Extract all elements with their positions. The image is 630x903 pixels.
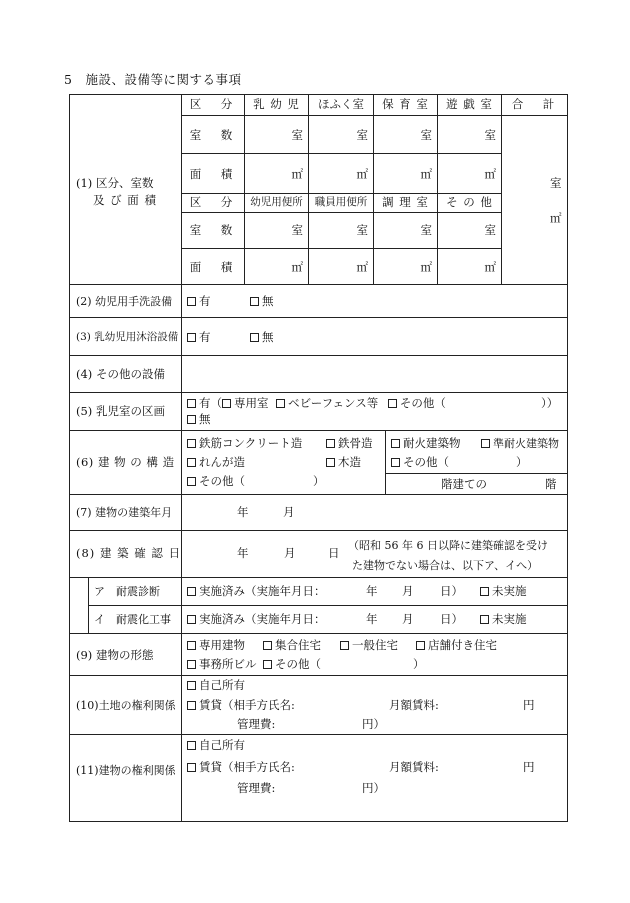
- checkbox[interactable]: [187, 587, 196, 596]
- row6-floors-b: 階: [545, 477, 557, 491]
- unit-room: 室: [356, 223, 368, 237]
- row9-shop-house[interactable]: 店舗付き住宅: [416, 640, 497, 652]
- row10-mgmt: 管理費:: [237, 717, 276, 731]
- unit-room: 室: [484, 128, 496, 142]
- area-label: 面 積: [189, 260, 237, 274]
- row7-month: 月: [283, 505, 295, 519]
- row9-dedicated[interactable]: 専用建物: [187, 640, 245, 652]
- unit-room: 室: [291, 223, 303, 237]
- rule: [69, 633, 568, 634]
- row11-rent: 月額賃料:: [389, 760, 439, 774]
- checkbox[interactable]: [250, 333, 259, 342]
- rule: [437, 94, 438, 284]
- rule: [69, 734, 568, 735]
- row8-note-line2: た建物でない場合は、以下ア、イへ）: [352, 559, 539, 572]
- checkbox[interactable]: [187, 333, 196, 342]
- header-a-4: 遊 戯 室: [446, 97, 493, 111]
- section-heading: 5 施設、設備等に関する事項: [64, 72, 242, 87]
- header-b-3: 調 理 室: [382, 195, 429, 209]
- row1-label-line2: 及 び 面 積: [93, 193, 157, 207]
- unit-room: 室: [420, 223, 432, 237]
- checkbox[interactable]: [340, 641, 349, 650]
- checkbox[interactable]: [187, 415, 196, 424]
- checkbox[interactable]: [187, 701, 196, 710]
- row6-b-other-close: ）: [516, 455, 528, 469]
- header-b-4: そ の 他: [446, 195, 493, 209]
- row6-fireproof[interactable]: 耐火建築物: [391, 438, 461, 450]
- checkbox[interactable]: [187, 763, 196, 772]
- header-a-3: 保 育 室: [382, 97, 429, 111]
- row9-office[interactable]: 事務所ビル: [187, 659, 257, 671]
- header-a-2: ほふく室: [318, 97, 364, 111]
- rule: [69, 494, 568, 495]
- row8-year: 年: [237, 546, 249, 560]
- rule: [244, 94, 245, 284]
- checkbox[interactable]: [187, 641, 196, 650]
- total-unit-room: 室: [550, 176, 562, 190]
- checkbox[interactable]: [187, 458, 196, 467]
- row5-close: ））: [541, 396, 559, 410]
- row3-option-yes[interactable]: 有: [187, 332, 211, 344]
- rowA-day: 日）: [440, 584, 463, 598]
- rule: [182, 115, 568, 116]
- row6-other[interactable]: その他（: [187, 476, 245, 488]
- header-b-1: 幼児用便所: [250, 196, 303, 208]
- checkbox[interactable]: [187, 297, 196, 306]
- room-count-label: 室 数: [189, 223, 237, 237]
- checkbox[interactable]: [187, 477, 196, 486]
- row8-note-line1: （昭和 56 年 6 日以降に建築確認を受け: [348, 539, 548, 552]
- row10-mgmt-close: 円）: [362, 717, 385, 731]
- rule: [308, 94, 309, 284]
- row10-label: (10)土地の権利関係: [76, 699, 176, 712]
- rule: [88, 605, 568, 606]
- row10-yen: 円: [523, 698, 535, 712]
- unit-room: 室: [291, 128, 303, 142]
- row11-own[interactable]: 自己所有: [187, 740, 245, 752]
- checkbox[interactable]: [480, 615, 489, 624]
- rowI-month: 月: [402, 612, 414, 626]
- row2-option-no[interactable]: 無: [250, 296, 274, 308]
- row9-apartment[interactable]: 集合住宅: [263, 640, 321, 652]
- rowA-month: 月: [402, 584, 414, 598]
- unit-room: 室: [484, 223, 496, 237]
- row10-rent: 月額賃料:: [389, 698, 439, 712]
- rowI-done[interactable]: 実施済み（実施年月日：: [187, 614, 326, 626]
- rowA-done[interactable]: 実施済み（実施年月日：: [187, 586, 326, 598]
- row9-house[interactable]: 一般住宅: [340, 640, 398, 652]
- row9-other[interactable]: その他（: [263, 659, 321, 671]
- rule: [69, 530, 568, 531]
- unit-area: ㎡: [291, 260, 303, 274]
- row6-floors-a: 階建ての: [441, 477, 487, 491]
- row2-option-yes[interactable]: 有: [187, 296, 211, 308]
- rule: [69, 284, 568, 285]
- rule: [69, 355, 568, 356]
- unit-area: ㎡: [291, 167, 303, 181]
- row11-yen: 円: [523, 760, 535, 774]
- row11-mgmt-close: 円）: [362, 781, 385, 795]
- row9-other-close: ）: [413, 657, 425, 671]
- checkbox[interactable]: [222, 399, 231, 408]
- row8-label: (8) 建 築 確 認 日: [76, 546, 182, 560]
- row11-lease[interactable]: 賃貸（相手方氏名:: [187, 762, 295, 774]
- checkbox[interactable]: [391, 458, 400, 467]
- checkbox[interactable]: [187, 660, 196, 669]
- row3-label: (3) 乳幼児用沐浴設備: [76, 331, 179, 343]
- row8-day: 日: [328, 546, 340, 560]
- rowA-year: 年: [366, 584, 378, 598]
- rowI-day: 日）: [440, 612, 463, 626]
- rule: [69, 577, 568, 578]
- row11-label: (11)建物の権利関係: [76, 764, 176, 777]
- row6-other-close: ）: [313, 474, 325, 488]
- checkbox[interactable]: [391, 439, 400, 448]
- checkbox[interactable]: [187, 741, 196, 750]
- rowA-not-done[interactable]: 未実施: [480, 586, 527, 598]
- rule: [373, 94, 374, 284]
- row10-own[interactable]: 自己所有: [187, 680, 245, 692]
- checkbox[interactable]: [481, 439, 490, 448]
- unit-area: ㎡: [356, 167, 368, 181]
- row3-option-no[interactable]: 無: [250, 332, 274, 344]
- row6-label: (6) 建 物 の 構 造: [76, 455, 175, 469]
- rule: [182, 193, 501, 194]
- total-unit-area: ㎡: [550, 211, 562, 225]
- row5-line1: 有（ 専用室 ベビーフェンス等 その他（: [187, 398, 446, 410]
- rule: [182, 153, 501, 154]
- rowI-label: イ 耐震化工事: [94, 613, 171, 626]
- row1-label-line1: (1) 区分、室数: [76, 176, 154, 190]
- row10-lease[interactable]: 賃貸（相手方氏名:: [187, 700, 295, 712]
- rule: [385, 473, 568, 474]
- header-a-1: 乳 幼 児: [253, 97, 300, 111]
- header-a-5: 合 計: [511, 97, 559, 111]
- checkbox[interactable]: [263, 660, 272, 669]
- header-b-2: 職員用便所: [314, 196, 368, 208]
- rowA-label: ア 耐震診断: [94, 585, 160, 598]
- row11-mgmt: 管理費:: [237, 781, 276, 795]
- row9-label: (9) 建物の形態: [76, 648, 154, 662]
- unit-room: 室: [356, 128, 368, 142]
- checkbox[interactable]: [480, 587, 489, 596]
- row7-year: 年: [237, 505, 249, 519]
- rule: [501, 94, 502, 284]
- checkbox[interactable]: [187, 439, 196, 448]
- unit-area: ㎡: [356, 260, 368, 274]
- unit-area: ㎡: [420, 260, 432, 274]
- rule: [385, 430, 386, 494]
- row6-b-other[interactable]: その他（: [391, 457, 449, 469]
- row2-label: (2) 幼児用手洗設備: [76, 295, 173, 308]
- checkbox[interactable]: [250, 297, 259, 306]
- rowI-year: 年: [366, 612, 378, 626]
- row6-wood[interactable]: 木造: [326, 457, 361, 469]
- row7-label: (7) 建物の建築年月: [76, 506, 173, 519]
- row6-rc[interactable]: 鉄筋コンクリート造: [187, 438, 302, 450]
- area-label: 面 積: [189, 167, 237, 181]
- row8-month: 月: [284, 546, 296, 560]
- checkbox[interactable]: [326, 439, 335, 448]
- header-b-0: 区 分: [189, 195, 237, 209]
- row6-brick[interactable]: れんが造: [187, 457, 245, 469]
- checkbox[interactable]: [416, 641, 425, 650]
- unit-area: ㎡: [420, 167, 432, 181]
- checkbox[interactable]: [263, 641, 272, 650]
- checkbox[interactable]: [187, 615, 196, 624]
- row6-steel[interactable]: 鉄骨造: [326, 438, 373, 450]
- row4-label: (4) その他の設備: [76, 367, 165, 381]
- unit-room: 室: [420, 128, 432, 142]
- row5-label: (5) 乳児室の区画: [76, 404, 165, 418]
- unit-area: ㎡: [484, 260, 496, 274]
- row6-semi-fireproof[interactable]: 準耐火建築物: [481, 438, 559, 449]
- rule: [88, 577, 89, 633]
- rowI-not-done[interactable]: 未実施: [480, 614, 527, 626]
- rule: [182, 248, 501, 249]
- room-count-label: 室 数: [189, 128, 237, 142]
- checkbox[interactable]: [187, 681, 196, 690]
- rule: [69, 675, 568, 676]
- rule: [69, 317, 568, 318]
- header-a-0: 区 分: [189, 97, 237, 111]
- row5-option-no[interactable]: 無: [187, 414, 211, 426]
- checkbox[interactable]: [276, 399, 285, 408]
- checkbox[interactable]: [388, 399, 397, 408]
- unit-area: ㎡: [484, 167, 496, 181]
- rule: [69, 430, 568, 431]
- checkbox[interactable]: [187, 399, 196, 408]
- rule: [182, 212, 501, 213]
- checkbox[interactable]: [326, 458, 335, 467]
- rule: [69, 392, 568, 393]
